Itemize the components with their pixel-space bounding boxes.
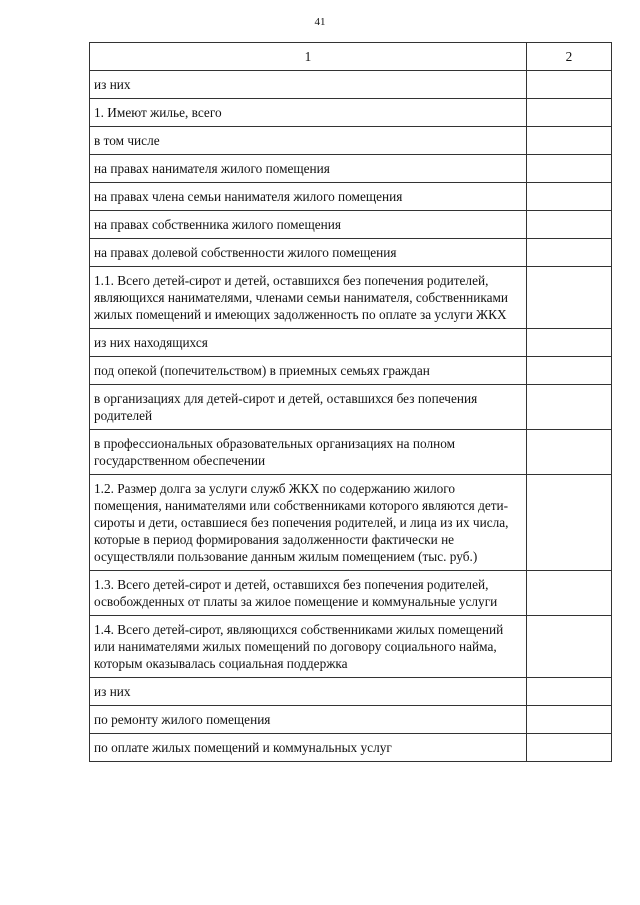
row-label: на правах собственника жилого помещения xyxy=(90,211,527,239)
table-row xyxy=(90,71,612,99)
table-row xyxy=(90,706,612,734)
table-row xyxy=(90,183,612,211)
row-label: из них xyxy=(90,678,527,706)
table-row xyxy=(90,734,612,762)
row-value-cell[interactable] xyxy=(527,329,612,357)
row-label: из них xyxy=(90,71,527,99)
row-label: в организациях для детей-сирот и детей, оставшихся без попечения родителей xyxy=(90,385,527,430)
table-row xyxy=(90,616,612,678)
table-row xyxy=(90,127,612,155)
row-label: по оплате жилых помещений и коммунальных услуг xyxy=(90,734,527,762)
row-label: 1.2. Размер долга за услуги служб ЖКХ по содержанию жилого помещения, нанимателями или собственниками которого являются дети-сироты и дети, оставшиеся без попечения родителей, и лица из их числа, которые в период формирования задолженности фактически не осуществляли пользование данным жилым помещением (тыс. руб.) xyxy=(90,475,527,571)
table-row xyxy=(90,571,612,616)
row-value-cell[interactable] xyxy=(527,71,612,99)
row-label: на правах долевой собственности жилого помещения xyxy=(90,239,527,267)
row-label: по ремонту жилого помещения xyxy=(90,706,527,734)
row-value-cell[interactable] xyxy=(527,475,612,571)
row-label: в том числе xyxy=(90,127,527,155)
row-value-cell[interactable] xyxy=(527,267,612,329)
row-value-cell[interactable] xyxy=(527,616,612,678)
table-row xyxy=(90,385,612,430)
row-value-cell[interactable] xyxy=(527,211,612,239)
table-row xyxy=(90,99,612,127)
row-label: 1.1. Всего детей-сирот и детей, оставшихся без попечения родителей, являющихся нанимателями, членами семьи нанимателя, собственниками жилых помещений и имеющих задолженность по оплате за услуги ЖКХ xyxy=(90,267,527,329)
row-label: 1. Имеют жилье, всего xyxy=(90,99,527,127)
row-value-cell[interactable] xyxy=(527,430,612,475)
table-row xyxy=(90,239,612,267)
table-row xyxy=(90,475,612,571)
row-label: из них находящихся xyxy=(90,329,527,357)
row-value-cell[interactable] xyxy=(527,357,612,385)
table-header-row xyxy=(90,43,612,71)
row-value-cell[interactable] xyxy=(527,706,612,734)
row-value-cell[interactable] xyxy=(527,239,612,267)
page-number: 41 xyxy=(314,16,326,28)
row-value-cell[interactable] xyxy=(527,99,612,127)
row-label: под опекой (попечительством) в приемных семьях граждан xyxy=(90,357,527,385)
column-header-1: 1 xyxy=(90,43,527,71)
row-value-cell[interactable] xyxy=(527,571,612,616)
data-table xyxy=(89,42,612,762)
row-value-cell[interactable] xyxy=(527,155,612,183)
row-value-cell[interactable] xyxy=(527,678,612,706)
table-row xyxy=(90,155,612,183)
table-row xyxy=(90,329,612,357)
table-row xyxy=(90,267,612,329)
row-value-cell[interactable] xyxy=(527,385,612,430)
row-label: 1.4. Всего детей-сирот, являющихся собственниками жилых помещений или нанимателями жилых помещений по договору социального найма, которым оказывалась социальная поддержка xyxy=(90,616,527,678)
row-label: на правах члена семьи нанимателя жилого помещения xyxy=(90,183,527,211)
row-value-cell[interactable] xyxy=(527,734,612,762)
table-row xyxy=(90,430,612,475)
row-label: на правах нанимателя жилого помещения xyxy=(90,155,527,183)
table-row xyxy=(90,678,612,706)
column-header-2: 2 xyxy=(527,43,612,71)
row-value-cell[interactable] xyxy=(527,127,612,155)
table-row xyxy=(90,357,612,385)
row-value-cell[interactable] xyxy=(527,183,612,211)
row-label: 1.3. Всего детей-сирот и детей, оставшихся без попечения родителей, освобожденных от платы за жилое помещение и коммунальные услуги xyxy=(90,571,527,616)
row-label: в профессиональных образовательных организациях на полном государственном обеспечении xyxy=(90,430,527,475)
table-row xyxy=(90,211,612,239)
table-body xyxy=(90,71,612,762)
